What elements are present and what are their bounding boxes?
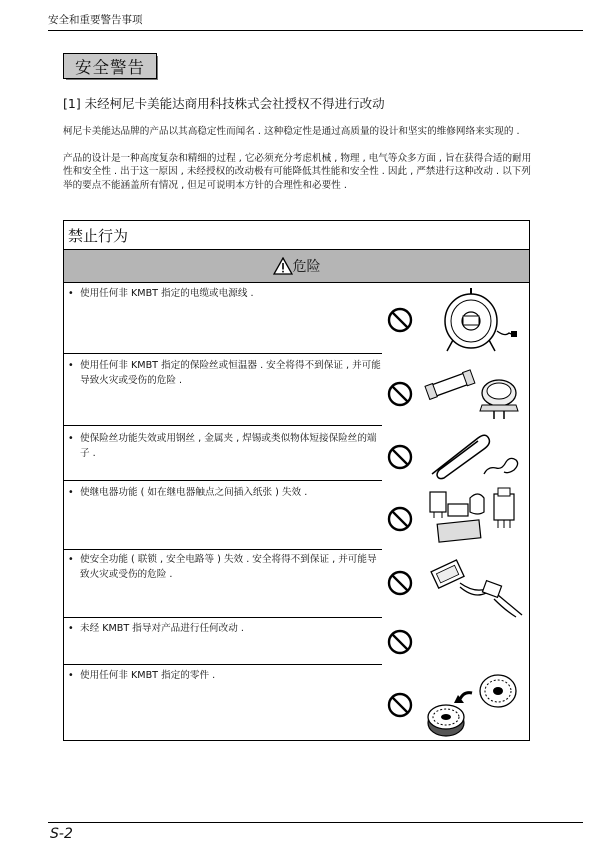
danger-label: 危险 bbox=[292, 259, 321, 275]
row-divider bbox=[64, 549, 382, 550]
row-divider bbox=[64, 617, 382, 618]
paragraph-1: 柯尼卡美能达品牌的产品以其高稳定性而闻名 . 这种稳定性是通过高质量的设计和坚实的维修网络来实现的 . bbox=[63, 126, 520, 137]
table-row: • 使保险丝功能失效或用钢丝 , 金属夹 , 焊锡或类似物体短接保险丝的端子 . bbox=[68, 433, 377, 459]
running-header: 安全和重要警告事项 bbox=[48, 14, 143, 26]
gear-parts-illustration bbox=[424, 669, 524, 737]
prohibition-icon bbox=[387, 692, 413, 718]
paperclip-wire-illustration bbox=[426, 430, 526, 480]
row-divider bbox=[64, 425, 382, 426]
relay-illustration bbox=[426, 486, 524, 546]
table-row: • 使用任何非 KMBT 指定的保险丝或恒温器 . 安全将得不到保证 , 并可能导致火灾或受伤的危险 . bbox=[68, 360, 381, 386]
section-heading: [1] 未经柯尼卡美能达商用科技株式会社授权不得进行改动 bbox=[63, 96, 385, 111]
table-row: • 使用任何非 KMBT 指定的电缆或电源线 . bbox=[68, 288, 254, 299]
table-row: • 使用任何非 KMBT 指定的零件 . bbox=[68, 670, 216, 681]
table-heading: 禁止行为 bbox=[64, 221, 529, 250]
header-rule bbox=[48, 30, 583, 31]
danger-banner bbox=[64, 250, 529, 283]
table-row: • 使安全功能 ( 联锁 , 安全电路等 ) 失效 . 安全将得不到保证 , 并可能导致火灾或受伤的危险 . bbox=[68, 554, 377, 580]
prohibition-icon bbox=[387, 444, 413, 470]
prohibition-icon bbox=[387, 570, 413, 596]
table-row: • 使继电器功能 ( 如在继电器触点之间插入纸张 ) 失效 . bbox=[68, 487, 308, 498]
fuse-thermostat-illustration bbox=[424, 363, 524, 421]
prohibited-actions-table bbox=[63, 220, 530, 741]
page-title: 安全警告 bbox=[63, 53, 157, 79]
table-row: • 未经 KMBT 指导对产品进行任何改动 . bbox=[68, 623, 244, 634]
interlock-connector-illustration bbox=[430, 553, 526, 619]
cable-reel-illustration bbox=[439, 285, 519, 353]
prohibition-icon bbox=[387, 506, 413, 532]
row-divider bbox=[64, 353, 382, 354]
paragraph-2: 产品的设计是一种高度复杂和精细的过程 , 它必须充分考虑机械 , 物理 , 电气等众多方面 , 旨在获得合适的耐用性和安全性 . 出于这一原因 , 未经授权的改动极有可能降低其性能和安全性 . 因此 , 严禁进行这种改动 . 以下列举的要点不能涵盖所有情况 , 但足可说明本方针的合理性和必要性 . bbox=[63, 153, 532, 191]
prohibition-icon bbox=[387, 629, 413, 655]
page-number: S-2 bbox=[50, 826, 73, 842]
prohibition-icon bbox=[387, 307, 413, 333]
row-divider bbox=[64, 480, 382, 481]
prohibition-icon bbox=[387, 381, 413, 407]
warning-triangle-icon bbox=[273, 257, 293, 275]
footer-rule bbox=[48, 822, 583, 823]
row-divider bbox=[64, 664, 382, 665]
